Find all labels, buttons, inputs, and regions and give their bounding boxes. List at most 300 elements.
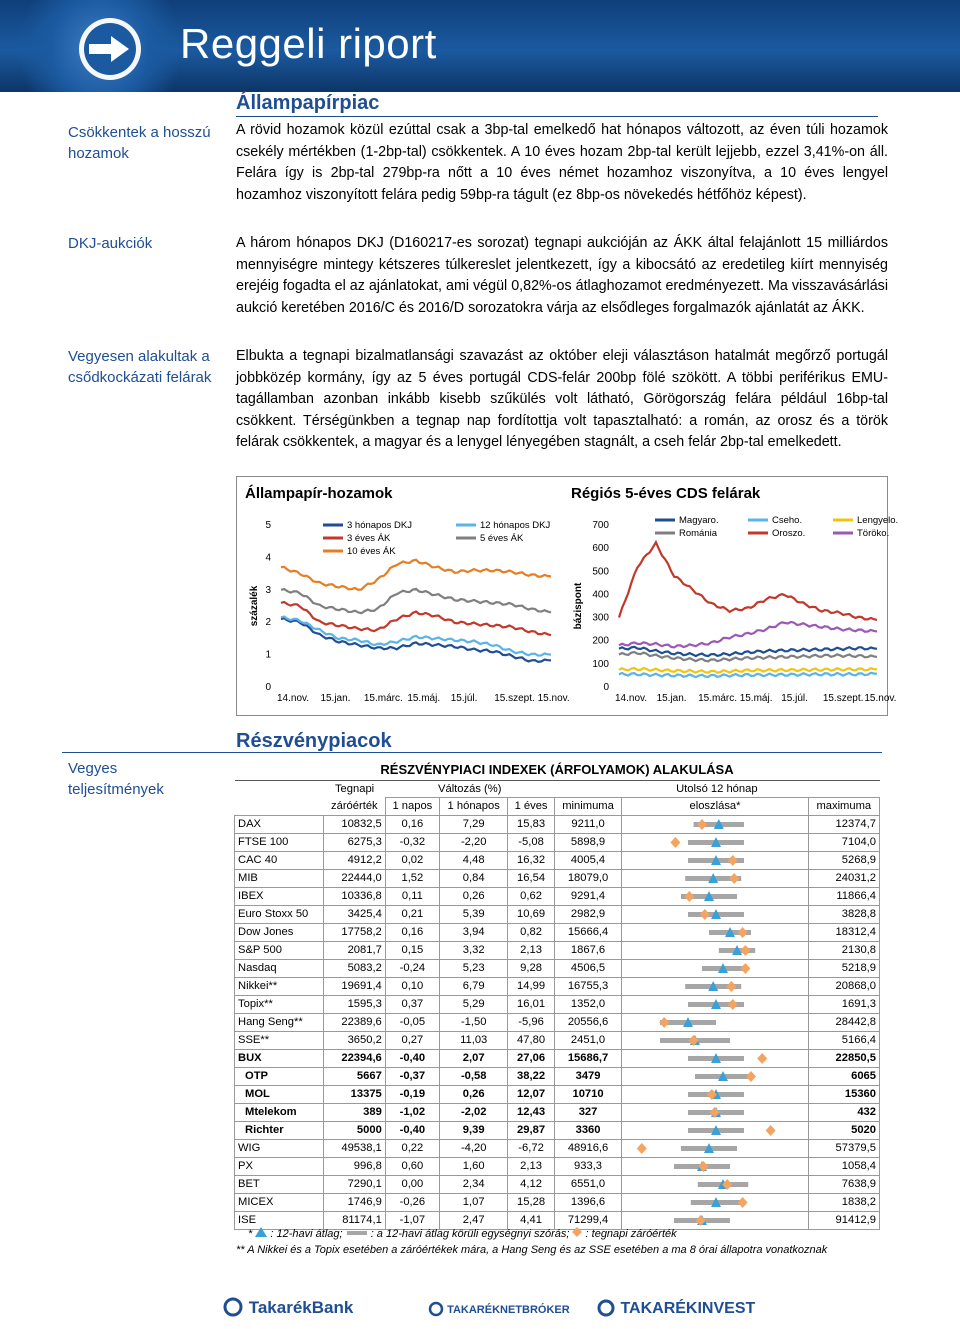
close-marker xyxy=(728,855,738,866)
close-marker xyxy=(697,819,707,830)
change-1m: -1,50 xyxy=(439,1013,508,1031)
range-distribution xyxy=(622,1121,808,1139)
min-12m: 4005,4 xyxy=(554,851,622,869)
table-row xyxy=(235,815,880,833)
close-value: 49538,1 xyxy=(324,1139,385,1157)
change-1m: 2,47 xyxy=(439,1211,508,1229)
range-distribution xyxy=(622,977,808,995)
max-12m: 28442,8 xyxy=(808,1013,879,1031)
min-12m: 1396,6 xyxy=(554,1193,622,1211)
index-name: Hang Seng** xyxy=(235,1013,324,1031)
x-tick-label: 14.nov. xyxy=(615,693,648,704)
change-1y: 10,69 xyxy=(508,905,554,923)
legend-label: 3 hónapos DKJ xyxy=(347,520,412,531)
series-line xyxy=(619,622,877,648)
logo-takarekinvest: TAKARÉKINVEST xyxy=(596,1300,755,1318)
close-diamond-icon xyxy=(572,1227,582,1237)
max-12m: 15360 xyxy=(808,1085,879,1103)
table-row xyxy=(235,923,880,941)
x-tick-label: 15.júl. xyxy=(781,693,808,704)
legend-label: 5 éves ÁK xyxy=(480,533,524,544)
legend-label: Oroszo. xyxy=(772,528,806,539)
min-12m: 48916,6 xyxy=(554,1139,622,1157)
y-tick-label: 700 xyxy=(592,520,609,531)
min-12m: 18079,0 xyxy=(554,869,622,887)
header-close-bottom: záróérték xyxy=(324,798,385,816)
close-marker xyxy=(766,1125,776,1136)
range-distribution xyxy=(622,1103,808,1121)
max-12m: 12374,7 xyxy=(808,815,879,833)
max-12m: 5020 xyxy=(808,1121,879,1139)
takarek-logo-icon xyxy=(428,1302,444,1316)
arrow-logo-icon xyxy=(75,14,145,84)
index-name: ISE xyxy=(235,1211,324,1229)
change-1m: 4,48 xyxy=(439,851,508,869)
table-row xyxy=(235,1121,880,1139)
change-1m: 2,34 xyxy=(439,1175,508,1193)
change-1d: 0,16 xyxy=(385,923,439,941)
min-12m: 933,3 xyxy=(554,1157,622,1175)
change-1d: 0,60 xyxy=(385,1157,439,1175)
x-tick-label: 15.júl. xyxy=(450,693,478,704)
min-12m: 16755,3 xyxy=(554,977,622,995)
max-12m: 6065 xyxy=(808,1067,879,1085)
legend-label: 12 hónapos DKJ xyxy=(480,520,551,531)
close-value: 389 xyxy=(324,1103,385,1121)
index-name: MIB xyxy=(235,869,324,887)
change-1m: 5,39 xyxy=(439,905,508,923)
change-1m: 7,29 xyxy=(439,815,508,833)
y-tick-label: 100 xyxy=(592,658,609,670)
y-tick-label: 1 xyxy=(265,649,271,661)
change-1y: 27,06 xyxy=(508,1049,554,1067)
table-row xyxy=(235,977,880,995)
index-name: S&P 500 xyxy=(235,941,324,959)
change-1m: 3,94 xyxy=(439,923,508,941)
change-1y: 12,07 xyxy=(508,1085,554,1103)
change-1y: 2,13 xyxy=(508,941,554,959)
max-12m: 1838,2 xyxy=(808,1193,879,1211)
close-marker xyxy=(637,1143,647,1154)
table-row xyxy=(235,1085,880,1103)
max-12m: 1691,3 xyxy=(808,995,879,1013)
table-row xyxy=(235,1049,880,1067)
range-distribution xyxy=(622,1067,808,1085)
range-distribution xyxy=(622,1049,808,1067)
change-1d: 0,11 xyxy=(385,887,439,905)
change-1d: -1,07 xyxy=(385,1211,439,1229)
y-tick-label: 3 xyxy=(265,584,271,596)
close-marker xyxy=(660,1017,670,1028)
min-12m: 1352,0 xyxy=(554,995,622,1013)
change-1d: 0,27 xyxy=(385,1031,439,1049)
change-1y: 4,12 xyxy=(508,1175,554,1193)
close-marker xyxy=(741,963,751,974)
legend-label: 10 éves ÁK xyxy=(347,546,396,557)
close-value: 3425,4 xyxy=(324,905,385,923)
x-tick-label: 15.szept. xyxy=(822,693,864,704)
change-1d: 1,52 xyxy=(385,869,439,887)
index-name: PX xyxy=(235,1157,324,1175)
index-name: Nasdaq xyxy=(235,959,324,977)
change-1m: 6,79 xyxy=(439,977,508,995)
change-1d: 0,02 xyxy=(385,851,439,869)
y-axis-label: bázispont xyxy=(573,582,584,630)
min-12m: 15666,4 xyxy=(554,923,622,941)
close-value: 5667 xyxy=(324,1067,385,1085)
range-distribution xyxy=(622,1031,808,1049)
close-marker xyxy=(671,837,681,848)
change-1y: 4,41 xyxy=(508,1211,554,1229)
min-12m: 4506,5 xyxy=(554,959,622,977)
range-distribution xyxy=(622,941,808,959)
max-12m: 7104,0 xyxy=(808,833,879,851)
y-tick-label: 300 xyxy=(592,612,609,624)
footer-logos xyxy=(0,1290,960,1329)
change-1d: -0,05 xyxy=(385,1013,439,1031)
series-line xyxy=(281,560,551,590)
max-12m: 11866,4 xyxy=(808,887,879,905)
close-value: 10832,5 xyxy=(324,815,385,833)
table-row xyxy=(235,833,880,851)
index-name: BUX xyxy=(235,1049,324,1067)
min-12m: 2451,0 xyxy=(554,1031,622,1049)
change-1d: 0,15 xyxy=(385,941,439,959)
x-tick-label: 15.nov. xyxy=(537,693,570,704)
close-value: 2081,7 xyxy=(324,941,385,959)
range-distribution xyxy=(622,1175,808,1193)
range-distribution xyxy=(622,851,808,869)
close-value: 22444,0 xyxy=(324,869,385,887)
series-line xyxy=(619,652,877,661)
index-name: Mtelekom xyxy=(235,1103,324,1121)
min-12m: 20556,6 xyxy=(554,1013,622,1031)
max-12m: 5218,9 xyxy=(808,959,879,977)
min-12m: 2982,9 xyxy=(554,905,622,923)
bonds-paragraph-cds: Elbukta a tegnapi bizalmatlansági szavazást az október eleji választáson hatalmát megőrző portugál jobbközép kormány, így az 5 éves portugál CDS-felár 200bp fölé szökött. A többi periférikus EMU-tagállamban azonban inkább kisebb szűkülés volt látható, Görögország felára például 16bp-tal csökkent. Térségünkben a tegnap nap fordítottja volt tapasztalható: a román, az orosz és a török felárak csökkentek, a magyar és a lenygel lényegében stagnált, a cseh felár 2bp-tal emelkedett. xyxy=(236,348,888,451)
range-distribution xyxy=(622,1157,808,1175)
change-1y: 12,43 xyxy=(508,1103,554,1121)
bonds-paragraph-dkj: A három hónapos DKJ (D160217-es sorozat) tegnapi aukcióján az ÁKK által felajánlott 15 milliárdos mennyiségre mintegy kétszeres túlkereslet jelentkezett, így a kibocsátó az eredetileg kiírt mennyiség erejéig fogadta el az ajánlatokat, ami végül 0,82%-os átlaghozamot eredményezett. Ma visszavásárlási aukció keretében 2016/C és 2016/D sorozatokra várja az elsődleges forgalmazók ajánlatát az ÁKK. xyxy=(236,235,888,316)
y-tick-label: 200 xyxy=(592,635,609,647)
x-tick-label: 15.nov. xyxy=(864,693,897,704)
index-name: Dow Jones xyxy=(235,923,324,941)
header-1d: 1 napos xyxy=(385,798,439,816)
range-distribution xyxy=(622,1013,808,1031)
change-1d: 0,10 xyxy=(385,977,439,995)
series-line xyxy=(281,618,551,662)
change-1m: 3,32 xyxy=(439,941,508,959)
min-12m: 9211,0 xyxy=(554,815,622,833)
max-12m: 18312,4 xyxy=(808,923,879,941)
close-value: 5083,2 xyxy=(324,959,385,977)
equities-section-title: Részvénypiacok xyxy=(236,730,392,752)
change-1m: 9,39 xyxy=(439,1121,508,1139)
change-1m: 0,26 xyxy=(439,1085,508,1103)
index-name: Euro Stoxx 50 xyxy=(235,905,324,923)
index-name: IBEX xyxy=(235,887,324,905)
change-1m: 0,26 xyxy=(439,887,508,905)
change-1d: 0,22 xyxy=(385,1139,439,1157)
change-1d: -0,40 xyxy=(385,1121,439,1139)
legend-label: Románia xyxy=(679,528,718,539)
min-12m: 10710 xyxy=(554,1085,622,1103)
x-tick-label: 15.máj. xyxy=(739,693,773,704)
change-1m: 0,84 xyxy=(439,869,508,887)
range-distribution xyxy=(622,995,808,1013)
min-12m: 327 xyxy=(554,1103,622,1121)
cds-chart xyxy=(563,507,899,715)
table-row xyxy=(235,869,880,887)
report-header xyxy=(0,0,960,92)
close-marker xyxy=(758,1053,768,1064)
change-1d: -0,24 xyxy=(385,959,439,977)
close-marker xyxy=(728,999,738,1010)
close-value: 6275,3 xyxy=(324,833,385,851)
change-1y: 16,01 xyxy=(508,995,554,1013)
change-1d: -0,32 xyxy=(385,833,439,851)
change-1d: -0,26 xyxy=(385,1193,439,1211)
change-1m: 2,07 xyxy=(439,1049,508,1067)
table-row xyxy=(235,1157,880,1175)
table-row xyxy=(235,1139,880,1157)
change-1y: 0,82 xyxy=(508,923,554,941)
cds-chart-title: Régiós 5-éves CDS felárak xyxy=(571,485,761,502)
yields-chart xyxy=(237,507,570,715)
range-distribution xyxy=(622,833,808,851)
min-12m: 5898,9 xyxy=(554,833,622,851)
header-change: Változás (%) xyxy=(385,780,554,798)
change-1y: -6,72 xyxy=(508,1139,554,1157)
min-12m: 1867,6 xyxy=(554,941,622,959)
close-value: 13375 xyxy=(324,1085,385,1103)
close-value: 1595,3 xyxy=(324,995,385,1013)
max-12m: 5166,4 xyxy=(808,1031,879,1049)
index-name: OTP xyxy=(235,1067,324,1085)
report-title: Reggeli riport xyxy=(180,20,437,67)
close-value: 19691,4 xyxy=(324,977,385,995)
x-tick-label: 15.jan. xyxy=(656,693,687,704)
series-line xyxy=(619,668,877,673)
close-marker xyxy=(741,945,751,956)
close-value: 17758,2 xyxy=(324,923,385,941)
index-name: BET xyxy=(235,1175,324,1193)
legend-label: Cseho. xyxy=(772,515,803,526)
change-1y: 47,80 xyxy=(508,1031,554,1049)
close-value: 996,8 xyxy=(324,1157,385,1175)
close-marker xyxy=(700,909,710,920)
y-axis-label: százalék xyxy=(249,585,260,627)
takarek-logo-icon xyxy=(596,1300,616,1316)
change-1d: -0,40 xyxy=(385,1049,439,1067)
index-name: MICEX xyxy=(235,1193,324,1211)
range-distribution xyxy=(622,869,808,887)
change-1y: -5,96 xyxy=(508,1013,554,1031)
range-distribution xyxy=(622,959,808,977)
index-name: MOL xyxy=(235,1085,324,1103)
sidebar-label-equities: Vegyes teljesítmények xyxy=(68,760,164,798)
max-12m: 1058,4 xyxy=(808,1157,879,1175)
change-1d: -0,37 xyxy=(385,1067,439,1085)
header-last12: Utolsó 12 hónap xyxy=(554,780,879,798)
min-12m: 3360 xyxy=(554,1121,622,1139)
sidebar-label-cds: Vegyesen alakultak a csődkockázati felárak xyxy=(68,348,212,386)
table-row xyxy=(235,959,880,977)
table-row xyxy=(235,887,880,905)
series-line xyxy=(619,542,877,620)
header-max: maximuma xyxy=(808,798,879,816)
min-12m: 15686,7 xyxy=(554,1049,622,1067)
range-distribution xyxy=(622,1139,808,1157)
change-1d: 0,16 xyxy=(385,815,439,833)
max-12m: 24031,2 xyxy=(808,869,879,887)
y-tick-label: 500 xyxy=(592,566,609,578)
equity-index-table xyxy=(234,760,880,1230)
max-12m: 432 xyxy=(808,1103,879,1121)
max-12m: 2130,8 xyxy=(808,941,879,959)
index-name: Richter xyxy=(235,1121,324,1139)
close-marker xyxy=(738,1197,748,1208)
close-value: 3650,2 xyxy=(324,1031,385,1049)
max-12m: 3828,8 xyxy=(808,905,879,923)
change-1m: -4,20 xyxy=(439,1139,508,1157)
index-name: CAC 40 xyxy=(235,851,324,869)
change-1y: 16,54 xyxy=(508,869,554,887)
index-name: Topix** xyxy=(235,995,324,1013)
footnote-legend: * : 12-havi átlag; : a 12-havi átlag körüli egységnyi szórás; : tegnapi záróérték xyxy=(248,1228,677,1240)
sd-bar-icon xyxy=(346,1229,368,1237)
header-dist: eloszlása* xyxy=(622,798,808,816)
change-1d: 0,00 xyxy=(385,1175,439,1193)
max-12m: 20868,0 xyxy=(808,977,879,995)
y-tick-label: 0 xyxy=(603,682,609,693)
range-distribution xyxy=(622,905,808,923)
sidebar-label-dkj: DKJ-aukciók xyxy=(68,235,153,252)
x-tick-label: 15.szept. xyxy=(494,693,535,704)
change-1m: 5,29 xyxy=(439,995,508,1013)
change-1m: -0,58 xyxy=(439,1067,508,1085)
change-1y: -5,08 xyxy=(508,833,554,851)
series-line xyxy=(619,673,877,677)
change-1y: 15,28 xyxy=(508,1193,554,1211)
table-row xyxy=(235,1103,880,1121)
yields-chart-title: Állampapír-hozamok xyxy=(245,485,393,502)
change-1m: 5,23 xyxy=(439,959,508,977)
logo-takarekbank: TakarékBank xyxy=(222,1298,353,1318)
index-name: DAX xyxy=(235,815,324,833)
close-marker xyxy=(685,891,695,902)
change-1d: 0,37 xyxy=(385,995,439,1013)
charts-panel xyxy=(236,476,899,716)
legend-label: Lengyelo. xyxy=(857,515,899,526)
close-marker xyxy=(738,927,748,938)
y-tick-label: 2 xyxy=(265,617,271,629)
max-12m: 5268,9 xyxy=(808,851,879,869)
footnote-asia: ** A Nikkei és a Topix esetében a záróértékek mára, a Hang Seng és az SSE esetében a ma 8 órai állapotra vonatkoznak xyxy=(236,1244,828,1256)
header-1m: 1 hónapos xyxy=(439,798,508,816)
index-name: SSE** xyxy=(235,1031,324,1049)
change-1m: 11,03 xyxy=(439,1031,508,1049)
table-row xyxy=(235,1175,880,1193)
table-row xyxy=(235,1193,880,1211)
close-value: 5000 xyxy=(324,1121,385,1139)
close-marker xyxy=(727,981,737,992)
change-1y: 38,22 xyxy=(508,1067,554,1085)
table-row xyxy=(235,941,880,959)
range-distribution xyxy=(622,887,808,905)
close-marker xyxy=(730,873,740,884)
header-close-top: Tegnapi xyxy=(334,783,375,796)
sidebar-label-yields: Csökkentek a hosszú hozamok xyxy=(68,124,211,162)
max-12m: 7638,9 xyxy=(808,1175,879,1193)
takarek-logo-icon xyxy=(222,1298,244,1316)
change-1y: 16,32 xyxy=(508,851,554,869)
logo-takareknetbroker: TAKARÉKNETBRÓKER xyxy=(428,1302,570,1316)
y-tick-label: 0 xyxy=(265,682,271,693)
legend-label: 3 éves ÁK xyxy=(347,533,391,544)
table-row xyxy=(235,1031,880,1049)
x-tick-label: 14.nov. xyxy=(277,693,310,704)
change-1y: 29,87 xyxy=(508,1121,554,1139)
x-tick-label: 15.máj. xyxy=(407,693,441,704)
y-tick-label: 400 xyxy=(592,589,609,601)
change-1d: 0,21 xyxy=(385,905,439,923)
change-1y: 14,99 xyxy=(508,977,554,995)
change-1m: -2,02 xyxy=(439,1103,508,1121)
max-12m: 57379,5 xyxy=(808,1139,879,1157)
range-distribution xyxy=(622,923,808,941)
bonds-section-title: Állampapírpiac xyxy=(236,92,380,114)
change-1m: 1,60 xyxy=(439,1157,508,1175)
table-row xyxy=(235,1013,880,1031)
close-value: 22394,6 xyxy=(324,1049,385,1067)
min-12m: 6551,0 xyxy=(554,1175,622,1193)
change-1y: 0,62 xyxy=(508,887,554,905)
change-1d: -0,19 xyxy=(385,1085,439,1103)
header-min: minimuma xyxy=(554,798,622,816)
series-line xyxy=(281,589,551,613)
table-row xyxy=(235,995,880,1013)
close-value: 7290,1 xyxy=(324,1175,385,1193)
table-row xyxy=(235,905,880,923)
max-12m: 22850,5 xyxy=(808,1049,879,1067)
index-name: Nikkei** xyxy=(235,977,324,995)
table-title: RÉSZVÉNYPIACI INDEXEK (ÁRFOLYAMOK) ALAKULÁSA xyxy=(235,760,880,780)
change-1m: 1,07 xyxy=(439,1193,508,1211)
close-value: 4912,2 xyxy=(324,851,385,869)
avg-triangle-icon xyxy=(255,1227,267,1237)
close-value: 1746,9 xyxy=(324,1193,385,1211)
x-tick-label: 15.jan. xyxy=(320,693,351,704)
y-tick-label: 4 xyxy=(265,552,271,564)
range-distribution xyxy=(622,1085,808,1103)
bonds-paragraph-yields: A rövid hozamok közül ezúttal csak a 3bp-tal emelkedő hat hónapos változott, az éven túli hozamok csekély mértékben (1-2bp-tal) csökkentek. A 10 éves hozam 2bp-tal került lejjebb, ezzel 3,41%-on áll. Felára így is 2bp-tal 279bp-ra nőtt a 10 éves német hozamhoz viszonyítva, a 10 éves lengyel hozamhoz viszonyított felára pedig 59bp-ra tágult (ez 8bp-os növekedés hétfőhöz képest). xyxy=(236,122,888,203)
change-1d: -1,02 xyxy=(385,1103,439,1121)
y-tick-label: 600 xyxy=(592,543,609,555)
min-12m: 9291,4 xyxy=(554,887,622,905)
y-tick-label: 5 xyxy=(265,520,271,531)
index-name: FTSE 100 xyxy=(235,833,324,851)
close-marker xyxy=(746,1071,756,1082)
header-1y: 1 éves xyxy=(508,798,554,816)
x-tick-label: 15.márc. xyxy=(363,693,403,704)
close-value: 81174,1 xyxy=(324,1211,385,1229)
change-1y: 15,83 xyxy=(508,815,554,833)
close-value: 10336,8 xyxy=(324,887,385,905)
legend-label: Töröko. xyxy=(857,528,890,539)
range-distribution xyxy=(622,815,808,833)
change-1y: 9,28 xyxy=(508,959,554,977)
